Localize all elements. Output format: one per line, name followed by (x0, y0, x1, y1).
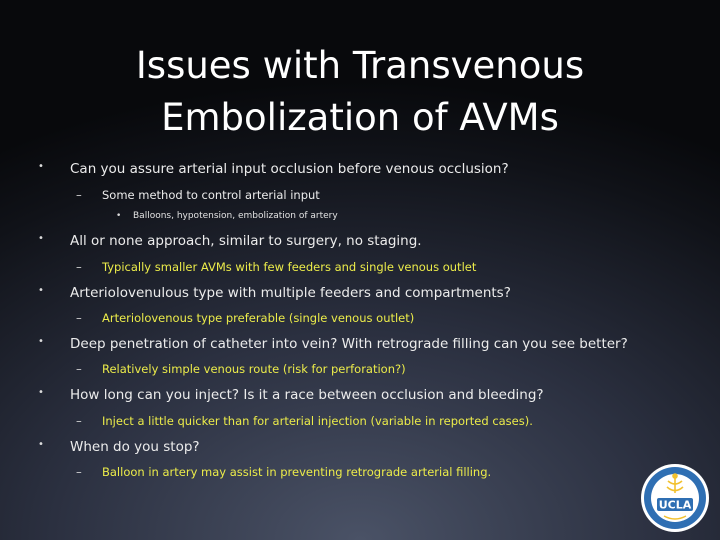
bullet-item (38, 387, 544, 403)
bullet-marker: • (38, 387, 44, 398)
bullet-marker: • (38, 285, 44, 296)
sub-bullet-item (76, 260, 477, 274)
sub-bullet-item (76, 414, 533, 428)
sub-bullet-text: Typically smaller AVMs with few feeders and single venous outlet (102, 260, 477, 274)
bullet-item (38, 161, 509, 177)
slide-title (0, 40, 720, 144)
bullet-marker: • (38, 233, 44, 244)
bullet-text: Deep penetration of catheter into vein? With retrograde filling can you see better? (70, 336, 628, 352)
sub-bullet-text: Arteriolovenous type preferable (single venous outlet) (102, 311, 415, 325)
sub-bullet-text: Some method to control arterial input (102, 188, 320, 202)
bullet-text: When do you stop? (70, 439, 200, 455)
bullet-marker: • (38, 336, 44, 347)
seal-name-text: UCLA (658, 498, 692, 512)
sub-bullet-item (76, 465, 492, 479)
sub-bullet-text: Inject a little quicker than for arterial injection (variable in reported cases). (102, 414, 533, 428)
dash-marker: – (76, 414, 82, 428)
bullet-item (38, 285, 511, 301)
bullet-marker: • (116, 211, 122, 221)
bullet-marker: • (38, 161, 44, 172)
sub-bullet-text: Balloon in artery may assist in preventing retrograde arterial filling. (102, 465, 492, 479)
sub-bullet-item (76, 188, 320, 202)
dash-marker: – (76, 362, 82, 376)
slide-title-line-1: Issues with Transvenous (135, 44, 585, 87)
sub-bullet-item (76, 362, 406, 376)
dash-marker: – (76, 188, 82, 202)
bullet-marker: • (38, 439, 44, 450)
sub-bullet-item (76, 311, 415, 325)
dash-marker: – (76, 311, 82, 325)
sub-bullet-text: Relatively simple venous route (risk for perforation?) (102, 362, 406, 376)
bullet-text: All or none approach, similar to surgery, no staging. (70, 233, 422, 249)
bullet-item (38, 233, 422, 249)
university-seal-logo (640, 463, 710, 533)
bullet-text: Arteriolovenulous type with multiple feeders and compartments? (70, 285, 511, 301)
dash-marker: – (76, 260, 82, 274)
slide-title-line-2: Embolization of AVMs (161, 96, 559, 139)
bullet-text: How long can you inject? Is it a race between occlusion and bleeding? (70, 387, 544, 403)
sub-sub-bullet-item (116, 211, 338, 221)
dash-marker: – (76, 465, 82, 479)
bullet-item (38, 439, 200, 455)
sub-sub-bullet-text: Balloons, hypotension, embolization of artery (133, 211, 338, 221)
bullet-item (38, 336, 628, 352)
bullet-text: Can you assure arterial input occlusion before venous occlusion? (70, 161, 509, 177)
